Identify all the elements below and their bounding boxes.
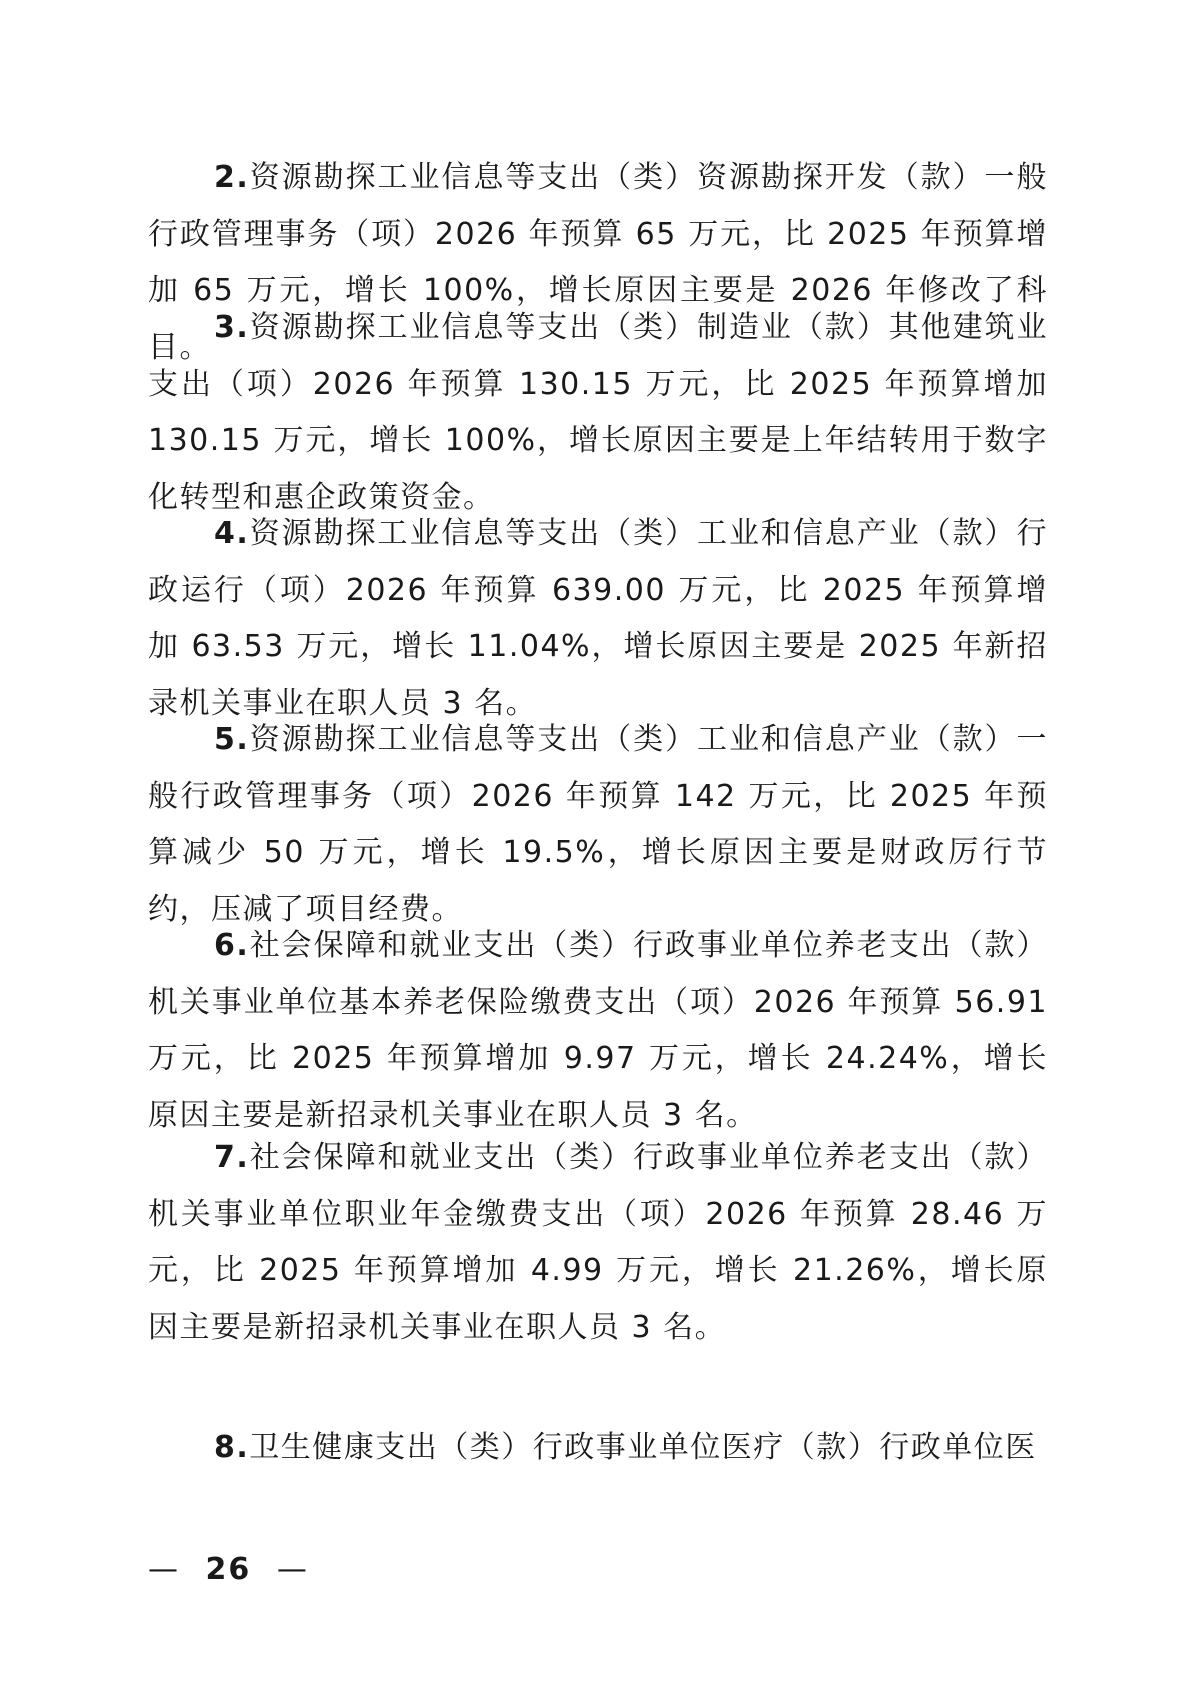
item-text: 资源勘探工业信息等支出（类）资源勘探开发（款）一般行政管理事务（项）2026 年预算 65 万元，比 2025 年预算增加 65 万元，增长 100%，增长原因主要是 2026 年修改了科目。 bbox=[148, 160, 1048, 365]
paragraph-item-4 bbox=[148, 506, 1048, 732]
item-text: 社会保障和就业支出（类）行政事业单位养老支出（款）机关事业单位基本养老保险缴费支出（项）2026 年预算 56.91 万元，比 2025 年预算增加 9.97 万元，增长 24.24%，增长原因主要是新招录机关事业在职人员 3 名。 bbox=[148, 928, 1048, 1133]
item-number: 5. bbox=[214, 722, 250, 757]
item-text: 社会保障和就业支出（类）行政事业单位养老支出（款）机关事业单位职业年金缴费支出（项）2026 年预算 28.46 万元，比 2025 年预算增加 4.99 万元，增长 21.26%，增长原因主要是新招录机关事业在职人员 3 名。 bbox=[148, 1140, 1048, 1345]
page-footer bbox=[148, 1550, 309, 1590]
footer-dash-left: — bbox=[148, 1552, 180, 1587]
item-text: 资源勘探工业信息等支出（类）工业和信息产业（款）一般行政管理事务（项）2026 年预算 142 万元，比 2025 年预算减少 50 万元，增长 19.5%，增长原因主要是财政厉行节约，压减了项目经费。 bbox=[148, 722, 1048, 927]
item-number: 7. bbox=[214, 1140, 250, 1175]
item-text: 卫生健康支出（类）行政事业单位医疗（款）行政单位医 bbox=[249, 1430, 1037, 1465]
paragraph-item-8 bbox=[148, 1420, 1048, 1477]
item-text: 资源勘探工业信息等支出（类）制造业（款）其他建筑业支出（项）2026 年预算 130.15 万元，比 2025 年预算增加 130.15 万元，增长 100%，增长原因主要是上年结转用于数字化转型和惠企政策资金。 bbox=[148, 310, 1048, 515]
paragraph-item-3 bbox=[148, 300, 1048, 526]
item-number: 3. bbox=[214, 310, 250, 345]
paragraph-item-6 bbox=[148, 918, 1048, 1144]
page-number: 26 bbox=[205, 1552, 252, 1587]
footer-dash-right: — bbox=[276, 1552, 309, 1587]
item-number: 2. bbox=[214, 160, 250, 195]
item-number: 4. bbox=[214, 516, 250, 551]
paragraph-item-7 bbox=[148, 1130, 1048, 1356]
item-number: 8. bbox=[214, 1430, 250, 1465]
paragraph-item-5 bbox=[148, 712, 1048, 938]
item-number: 6. bbox=[214, 928, 250, 963]
item-text: 资源勘探工业信息等支出（类）工业和信息产业（款）行政运行（项）2026 年预算 639.00 万元，比 2025 年预算增加 63.53 万元，增长 11.04%，增长原因主要是 2025 年新招录机关事业在职人员 3 名。 bbox=[148, 516, 1048, 721]
